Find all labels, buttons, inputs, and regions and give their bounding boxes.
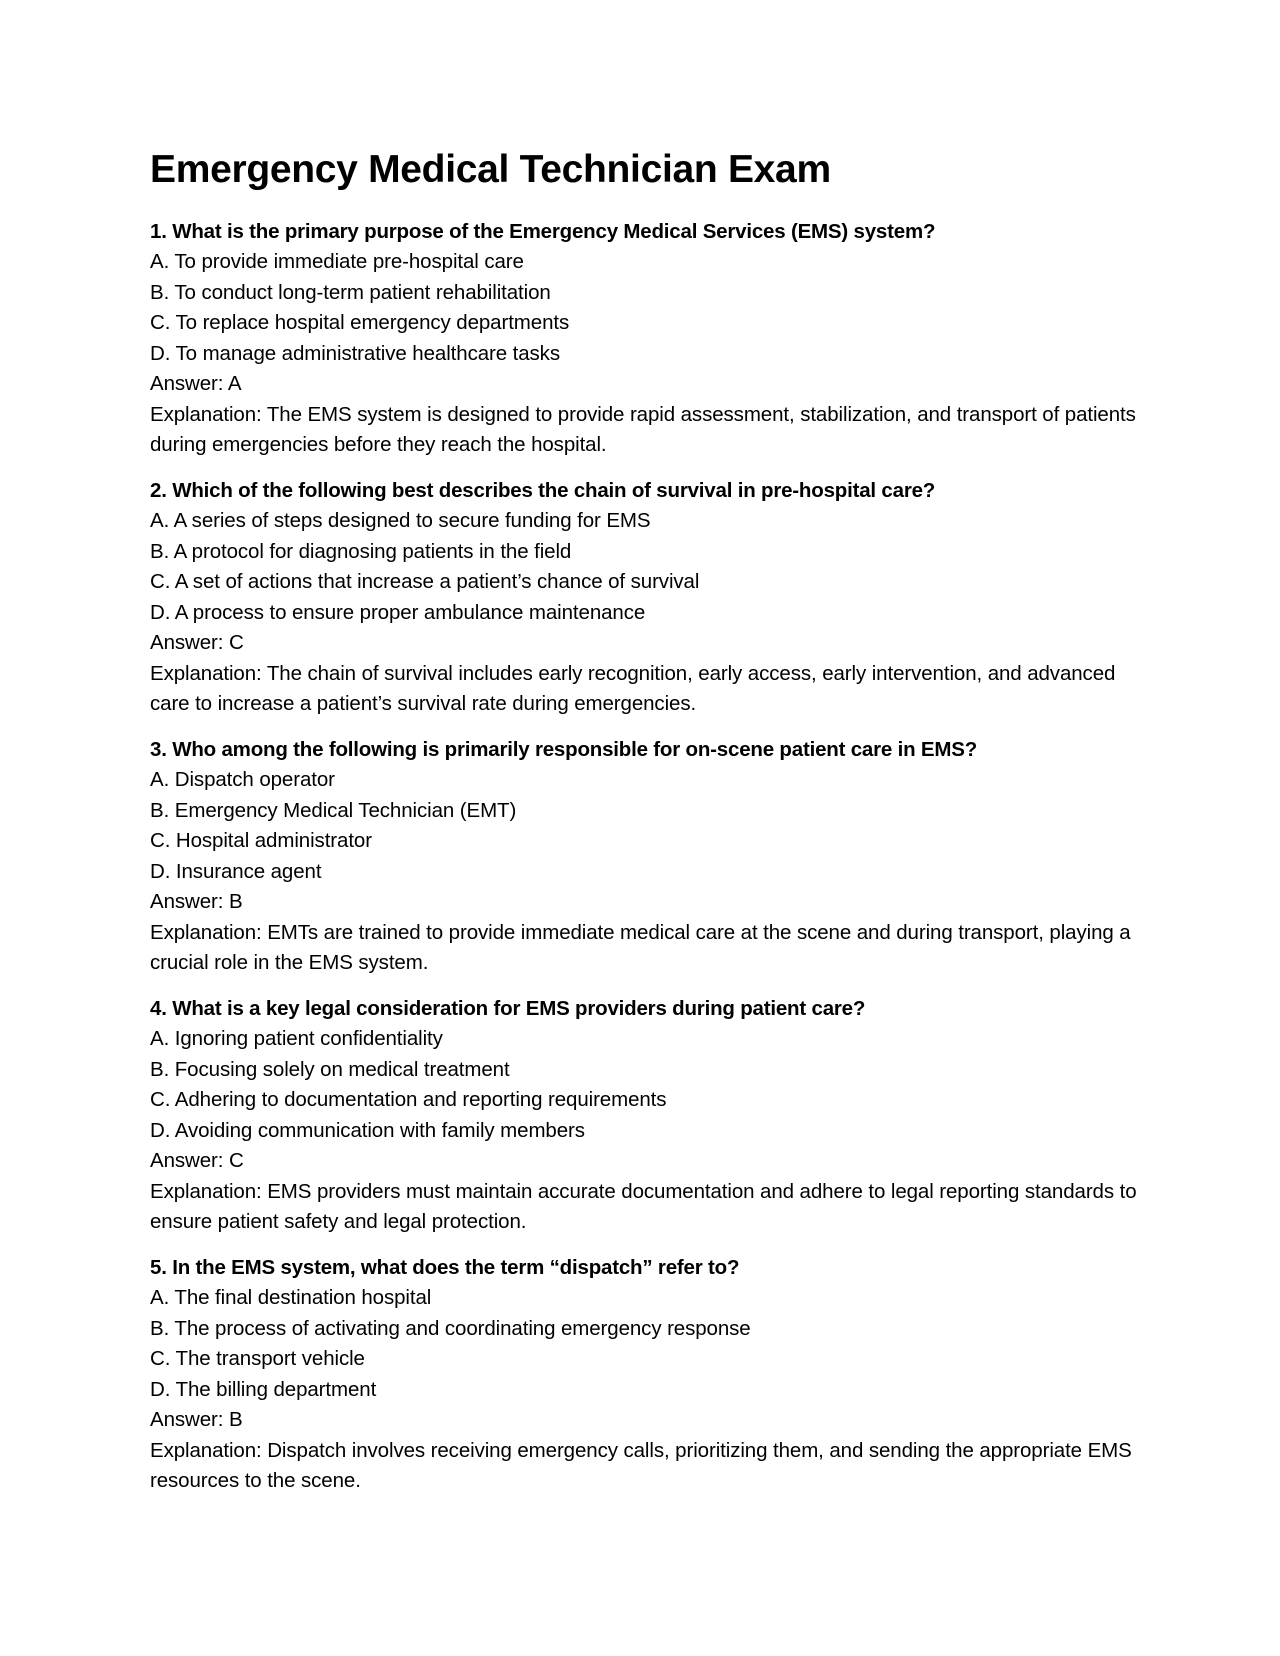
- answer-option: A. To provide immediate pre-hospital care: [150, 250, 524, 274]
- answer-option: C. The transport vehicle: [150, 1347, 365, 1371]
- answer-option: A. The final destination hospital: [150, 1286, 432, 1310]
- question-block: [150, 476, 1140, 720]
- question-block: [150, 217, 1140, 461]
- answer-option: B. Focusing solely on medical treatment: [150, 1057, 510, 1081]
- question-text: 3. Who among the following is primarily responsible for on-scene patient care in EMS?: [150, 737, 978, 761]
- question-block: [150, 994, 1140, 1238]
- answer-option: B. A protocol for diagnosing patients in the field: [150, 539, 572, 563]
- answer-option: B. To conduct long-term patient rehabilitation: [150, 280, 551, 304]
- question-text: 4. What is a key legal consideration for EMS providers during patient care?: [150, 996, 866, 1020]
- correct-answer: Answer: A: [150, 372, 242, 396]
- document-page: [150, 148, 1140, 1512]
- question-text: 2. Which of the following best describes the chain of survival in pre-hospital care?: [150, 478, 936, 502]
- answer-option: A. A series of steps designed to secure funding for EMS: [150, 509, 651, 533]
- answer-option: C. Adhering to documentation and reporting requirements: [150, 1088, 667, 1112]
- explanation: Explanation: Dispatch involves receiving emergency calls, prioritizing them, and sending the appropriate EMS resources to the scene.: [150, 1438, 1132, 1493]
- correct-answer: Answer: B: [150, 1408, 243, 1432]
- answer-option: C. To replace hospital emergency departments: [150, 311, 570, 335]
- answer-option: D. To manage administrative healthcare tasks: [150, 341, 560, 365]
- answer-option: B. The process of activating and coordinating emergency response: [150, 1316, 751, 1340]
- question-text: 1. What is the primary purpose of the Emergency Medical Services (EMS) system?: [150, 219, 936, 243]
- page-title: Emergency Medical Technician Exam: [150, 148, 831, 191]
- explanation: Explanation: EMTs are trained to provide immediate medical care at the scene and during transport, playing a crucial role in the EMS system.: [150, 920, 1131, 975]
- answer-option: A. Dispatch operator: [150, 768, 335, 792]
- correct-answer: Answer: C: [150, 1149, 244, 1173]
- explanation: Explanation: EMS providers must maintain accurate documentation and adhere to legal reporting standards to ensure patient safety and legal protection.: [150, 1179, 1137, 1234]
- explanation: Explanation: The chain of survival includes early recognition, early access, early intervention, and advanced care to increase a patient’s survival rate during emergencies.: [150, 661, 1116, 716]
- answer-option: D. The billing department: [150, 1377, 377, 1401]
- answer-option: A. Ignoring patient confidentiality: [150, 1027, 443, 1051]
- answer-option: C. A set of actions that increase a patient’s chance of survival: [150, 570, 700, 594]
- correct-answer: Answer: C: [150, 631, 244, 655]
- question-text: 5. In the EMS system, what does the term “dispatch” refer to?: [150, 1255, 740, 1279]
- correct-answer: Answer: B: [150, 890, 243, 914]
- question-block: [150, 1253, 1140, 1497]
- answer-option: C. Hospital administrator: [150, 829, 372, 853]
- answer-option: D. Avoiding communication with family members: [150, 1118, 585, 1142]
- question-block: [150, 735, 1140, 979]
- answer-option: D. Insurance agent: [150, 859, 322, 883]
- answer-option: D. A process to ensure proper ambulance maintenance: [150, 600, 646, 624]
- explanation: Explanation: The EMS system is designed to provide rapid assessment, stabilization, and transport of patients during emergencies before they reach the hospital.: [150, 402, 1136, 457]
- answer-option: B. Emergency Medical Technician (EMT): [150, 798, 517, 822]
